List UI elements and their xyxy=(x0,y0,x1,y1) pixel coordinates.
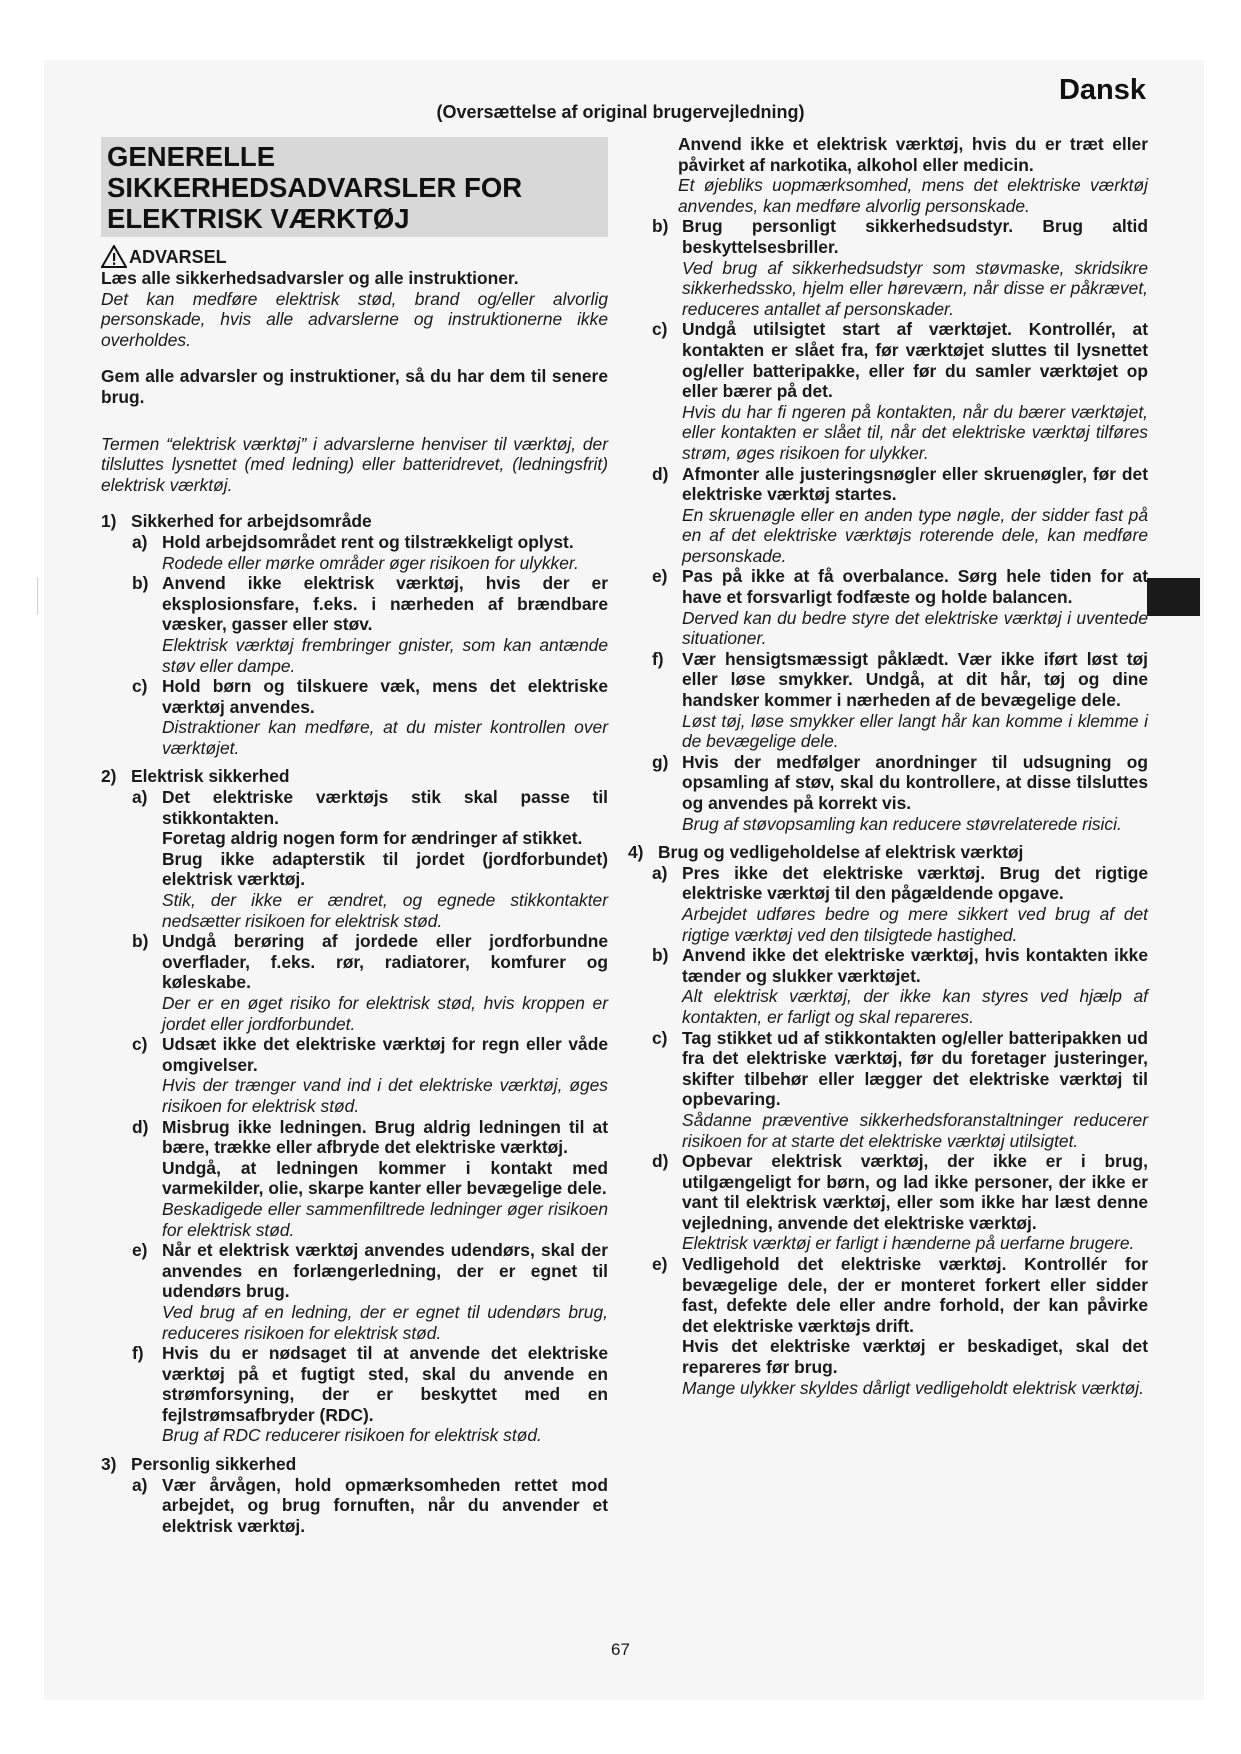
list-item: c) Udsæt ikke det elektriske værktøj for regn eller våde omgivelser. Hvis der trænger vand ind i det elektriske værktøj, øges risikoen for elektrisk stød. xyxy=(132,1034,608,1116)
list-item: a) Vær årvågen, hold opmærksomheden rettet mod arbejdet, og brug fornuften, når du anvender et elektrisk værktøj. xyxy=(132,1474,608,1536)
page-title: GENERELLE SIKKERHEDSADVARSLER FOR ELEKTRISK VÆRKTØJ xyxy=(101,137,608,237)
list-item: b) Anvend ikke elektrisk værktøj, hvis der er eksplosionsfare, f.eks. i nærheden af brændbare væsker, gasser eller støv. Elektrisk værktøj frembringer gnister, som kan antænde støv eller dampe. xyxy=(132,573,608,676)
language-tab-marker xyxy=(1147,578,1200,616)
list-item-continued: Anvend ikke et elektrisk værktøj, hvis du er træt eller påvirket af narkotika, alkohol eller medicin. Et øjebliks uopmærksomhed, mens det elektriske værktøj anvendes, kan medføre alvorlig personskade. xyxy=(678,134,1148,216)
list-item: c) Tag stikket ud af stikkontakten og/eller batteripakken ud fra det elektriske værktøj, før du foretager justeringer, skifter tilbehør eller lægger det elektriske værktøj til opbevaring. Sådanne præventive sikkerhedsforanstaltninger reducerer risikoen for at starte det elektriske værktøj utilsigtet. xyxy=(652,1027,1148,1151)
document-subtitle: (Oversættelse af original brugervejledning) xyxy=(436,102,805,122)
page-number: 67 xyxy=(611,1640,630,1659)
list-item: e) Når et elektrisk værktøj anvendes udendørs, skal der anvendes en forlængerledning, der er egnet til udendørs brug. Ved brug af en ledning, der er egnet til udendørs brug, reduceres risikoen for elektrisk stød. xyxy=(132,1240,608,1343)
margin-line xyxy=(37,577,38,615)
list-item: c) Undgå utilsigtet start af værktøjet. Kontrollér, at kontakten er slået fra, før værktøjet sluttes til lysnettet og/eller batteripakke, eller før du samler værktøjet op eller bærer på det. Hvis du har fi ngeren på kontakten, når du bærer værktøjet, eller kontakten er slået til, når det elektriske værktøj tilføres strøm, øges risikoen for ulykker. xyxy=(652,319,1148,463)
section-3-heading: 3) Personlig sikkerhed xyxy=(101,1454,297,1475)
list-item: a) Det elektriske værktøjs stik skal passe til stikkontakten. Foretag aldrig nogen form for ændringer af stikket. Brug ikke adapterstik til jordet (jordforbundet) elektrisk værktøj. Stik, der ikke er ændret, og egnede stikkontakter nedsætter risikoen for elektrisk stød. xyxy=(132,787,608,931)
section-2-heading: 2) Elektrisk sikkerhed xyxy=(101,766,290,787)
warning-triangle-icon xyxy=(101,245,127,268)
list-item: d) Opbevar elektrisk værktøj, der ikke er i brug, utilgængeligt for børn, og lad ikke personer, der ikke er vant til elektrisk værktøj, eller som ikke har læst denne vejledning, anvende det elektriske værktøj. Elektrisk værktøj er farligt i hænderne på uerfarne brugere. xyxy=(652,1151,1148,1254)
list-item: c) Hold børn og tilskuere væk, mens det elektriske værktøj anvendes. Distraktioner kan medføre, at du mister kontrollen over værktøjet. xyxy=(132,676,608,758)
list-item: d) Afmonter alle justeringsnøgler eller skruenøgler, før det elektriske værktøj startes. En skruenøgle eller en anden type nøgle, der sidder fast på en af det elektriske værktøjs roterende dele, kan medføre personskade. xyxy=(652,463,1148,566)
warning-heading: ADVARSEL xyxy=(101,245,608,268)
list-item: e) Pas på ikke at få overbalance. Sørg hele tiden for at have et forsvarligt fodfæste og holde balancen. Derved kan du bedre styre det elektriske værktøj i uventede situationer. xyxy=(652,566,1148,649)
list-item: d) Misbrug ikke ledningen. Brug aldrig ledningen til at bære, trække eller afbryde det elektriske værktøj. Undgå, at ledningen kommer i kontakt med varmekilder, olie, skarpe kanter eller bevægelige dele. Beskadigede eller sammenfiltrede ledninger øger risikoen for elektrisk stød. xyxy=(132,1116,608,1240)
failure-consequence: Det kan medføre elektrisk stød, brand og/eller alvorlig personskade, hvis alle advarslerne og instruktionerne ikke overholdes. xyxy=(101,288,608,350)
list-item: f) Hvis du er nødsaget til at anvende det elektriske værktøj på et fugtigt sted, skal du anvende en strømforsyning, der er beskyttet med en fejlstrømsafbryder (RDC). Brug af RDC reducerer risikoen for elektrisk stød. xyxy=(132,1343,608,1446)
list-item: e) Vedligehold det elektriske værktøj. Kontrollér for bevægelige dele, der er monteret forkert eller sidder fast, defekte dele eller andre forhold, der kan påvirke det elektriske værktøjs drift. Hvis det elektriske værktøj er beskadiget, skal det repareres før brug. Mange ulykker skyldes dårligt vedligeholdt elektrisk værktøj. xyxy=(652,1254,1148,1398)
right-column xyxy=(628,134,1148,1398)
keep-instructions: Gem alle advarsler og instruktioner, så du har dem til senere brug. xyxy=(101,366,608,407)
list-item: a) Hold arbejdsområdet rent og tilstrækkeligt oplyst. Rodede eller mørke områder øger risikoen for ulykker. xyxy=(132,531,579,573)
list-item: b) Brug personligt sikkerhedsudstyr. Brug altid beskyttelsesbriller. Ved brug af sikkerhedsudstyr som støvmaske, skridsikre sikkerhedssko, hjelm eller høreværn, når disse er påkrævet, reduceres antallet af personskader. xyxy=(652,216,1148,319)
read-all-instructions: Læs alle sikkerhedsadvarsler og alle instruktioner. xyxy=(101,268,519,288)
language-label: Dansk xyxy=(1058,74,1146,106)
list-item: b) Anvend ikke det elektriske værktøj, hvis kontakten ikke tænder og slukker værktøjet. Alt elektrisk værktøj, der ikke kan styres ved hjælp af kontakten, er farligt og skal repareres. xyxy=(652,945,1148,1027)
term-definition: Termen “elektrisk værktøj” i advarslerne henviser til værktøj, der tilsluttes lysnettet (med ledning) eller batteridrevet, (ledningsfrit) elektrisk værktøj. xyxy=(101,433,608,495)
list-item: b) Undgå berøring af jordede eller jordforbundne overflader, f.eks. rør, radiatorer, komfurer og køleskabe. Der er en øget risiko for elektrisk stød, hvis kroppen er jordet eller jordforbundet. xyxy=(132,931,608,1034)
list-item: g) Hvis der medfølger anordninger til udsugning og opsamling af støv, skal du kontrollere, at disse tilsluttes og anvendes på korrekt vis. Brug af støvopsamling kan reducere støvrelaterede risici. xyxy=(652,751,1148,834)
section-4-heading: 4) Brug og vedligeholdelse af elektrisk værktøj xyxy=(628,842,1024,863)
section-1-heading: 1) Sikkerhed for arbejdsområde xyxy=(101,511,372,532)
list-item: f) Vær hensigtsmæssigt påklædt. Vær ikke iført løst tøj eller løse smykker. Undgå, at dit hår, tøj og dine handsker kommer i nærheden af de bevægelige dele. Løst tøj, løse smykker eller langt hår kan komme i klemme i de bevægelige dele. xyxy=(652,648,1148,752)
list-item: a) Pres ikke det elektriske værktøj. Brug det rigtige elektriske værktøj til den pågældende opgave. Arbejdet udføres bedre og mere sikkert ved brug af det rigtige værktøj ved den tilsigtede hastighed. xyxy=(652,862,1148,945)
left-column xyxy=(101,137,608,1536)
